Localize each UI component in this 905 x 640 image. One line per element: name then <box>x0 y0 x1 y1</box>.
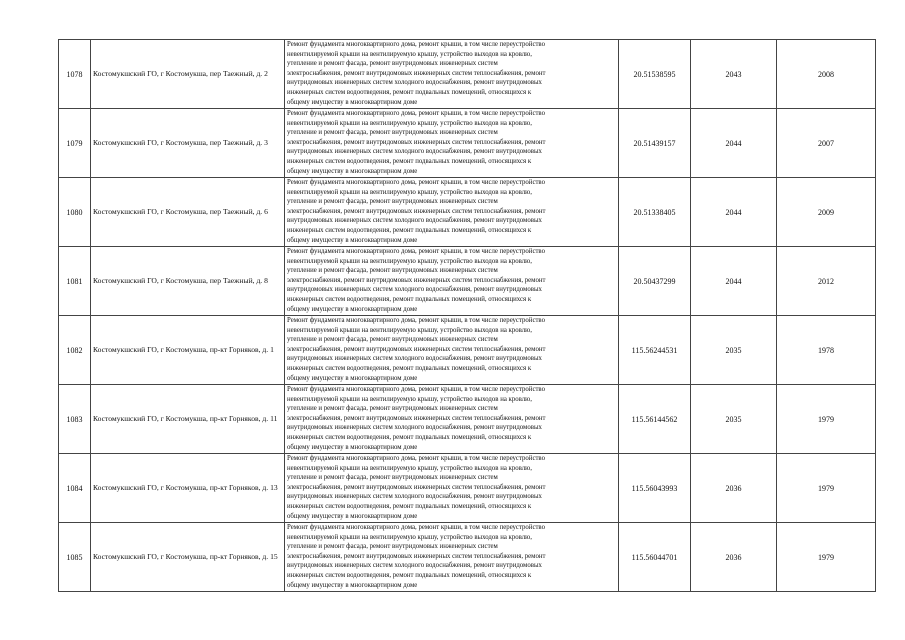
value-cell: 115.56043993 <box>619 454 691 523</box>
row-number: 1083 <box>59 385 91 454</box>
work-description-cell: Ремонт фундамента многоквартирного дома, ремонт крыши, в том числе переустройство невентилируемой крыши на вентилируемую крышу, устройство выходов на кровлю, утепление и ремонт фасада, ремонт внутридомовых инженерных систем электроснабжения, ремонт внутридомовых инженерных систем теплоснабжения, ремонт внутридомовых инженерных систем холодного водоснабжения, ремонт внутридомовых инженерных систем водоотведения, ремонт подвальных помещений, относящихся к общему имуществу в многоквартирном доме <box>285 247 619 316</box>
table-row <box>59 385 876 454</box>
row-number: 1078 <box>59 40 91 109</box>
address-cell: Костомукшский ГО, г Костомукша, пер Таежный, д. 6 <box>91 178 285 247</box>
work-description-cell: Ремонт фундамента многоквартирного дома, ремонт крыши, в том числе переустройство невентилируемой крыши на вентилируемую крышу, устройство выходов на кровлю, утепление и ремонт фасада, ремонт внутридомовых инженерных систем электроснабжения, ремонт внутридомовых инженерных систем теплоснабжения, ремонт внутридомовых инженерных систем холодного водоснабжения, ремонт внутридомовых инженерных систем водоотведения, ремонт подвальных помещений, относящихся к общему имуществу в многоквартирном доме <box>285 385 619 454</box>
address-cell: Костомукшский ГО, г Костомукша, пер Таежный, д. 2 <box>91 40 285 109</box>
year-planned-cell: 2043 <box>691 40 777 109</box>
year-planned-cell: 2044 <box>691 109 777 178</box>
value-cell: 115.56244531 <box>619 316 691 385</box>
row-number: 1079 <box>59 109 91 178</box>
address-cell: Костомукшский ГО, г Костомукша, пер Таежный, д. 8 <box>91 247 285 316</box>
year-built-cell: 1979 <box>777 523 876 592</box>
row-number: 1081 <box>59 247 91 316</box>
year-planned-cell: 2044 <box>691 247 777 316</box>
work-description-cell: Ремонт фундамента многоквартирного дома, ремонт крыши, в том числе переустройство невентилируемой крыши на вентилируемую крышу, устройство выходов на кровлю, утепление и ремонт фасада, ремонт внутридомовых инженерных систем электроснабжения, ремонт внутридомовых инженерных систем теплоснабжения, ремонт внутридомовых инженерных систем холодного водоснабжения, ремонт внутридомовых инженерных систем водоотведения, ремонт подвальных помещений, относящихся к общему имуществу в многоквартирном доме <box>285 178 619 247</box>
row-number: 1084 <box>59 454 91 523</box>
work-description-cell: Ремонт фундамента многоквартирного дома, ремонт крыши, в том числе переустройство невентилируемой крыши на вентилируемую крышу, устройство выходов на кровлю, утепление и ремонт фасада, ремонт внутридомовых инженерных систем электроснабжения, ремонт внутридомовых инженерных систем теплоснабжения, ремонт внутридомовых инженерных систем холодного водоснабжения, ремонт внутридомовых инженерных систем водоотведения, ремонт подвальных помещений, относящихся к общему имуществу в многоквартирном доме <box>285 523 619 592</box>
row-number: 1082 <box>59 316 91 385</box>
address-cell: Костомукшский ГО, г Костомукша, пер Таежный, д. 3 <box>91 109 285 178</box>
year-built-cell: 2007 <box>777 109 876 178</box>
table-row <box>59 247 876 316</box>
year-planned-cell: 2035 <box>691 385 777 454</box>
table-row <box>59 178 876 247</box>
value-cell: 20.51538595 <box>619 40 691 109</box>
housing-repair-table <box>58 39 876 592</box>
value-cell: 20.50437299 <box>619 247 691 316</box>
year-planned-cell: 2044 <box>691 178 777 247</box>
year-built-cell: 1979 <box>777 385 876 454</box>
table-row <box>59 454 876 523</box>
table-row <box>59 316 876 385</box>
address-cell: Костомукшский ГО, г Костомукша, пр-кт Горняков, д. 15 <box>91 523 285 592</box>
value-cell: 20.51439157 <box>619 109 691 178</box>
year-planned-cell: 2036 <box>691 454 777 523</box>
table-row <box>59 523 876 592</box>
year-built-cell: 2008 <box>777 40 876 109</box>
work-description-cell: Ремонт фундамента многоквартирного дома, ремонт крыши, в том числе переустройство невентилируемой крыши на вентилируемую крышу, устройство выходов на кровлю, утепление и ремонт фасада, ремонт внутридомовых инженерных систем электроснабжения, ремонт внутридомовых инженерных систем теплоснабжения, ремонт внутридомовых инженерных систем холодного водоснабжения, ремонт внутридомовых инженерных систем водоотведения, ремонт подвальных помещений, относящихся к общему имуществу в многоквартирном доме <box>285 40 619 109</box>
year-built-cell: 2012 <box>777 247 876 316</box>
table-row <box>59 40 876 109</box>
address-cell: Костомукшский ГО, г Костомукша, пр-кт Горняков, д. 11 <box>91 385 285 454</box>
address-cell: Костомукшский ГО, г Костомукша, пр-кт Горняков, д. 1 <box>91 316 285 385</box>
work-description-cell: Ремонт фундамента многоквартирного дома, ремонт крыши, в том числе переустройство невентилируемой крыши на вентилируемую крышу, устройство выходов на кровлю, утепление и ремонт фасада, ремонт внутридомовых инженерных систем электроснабжения, ремонт внутридомовых инженерных систем теплоснабжения, ремонт внутридомовых инженерных систем холодного водоснабжения, ремонт внутридомовых инженерных систем водоотведения, ремонт подвальных помещений, относящихся к общему имуществу в многоквартирном доме <box>285 316 619 385</box>
value-cell: 115.56044701 <box>619 523 691 592</box>
row-number: 1085 <box>59 523 91 592</box>
value-cell: 20.51338405 <box>619 178 691 247</box>
year-planned-cell: 2035 <box>691 316 777 385</box>
address-cell: Костомукшский ГО, г Костомукша, пр-кт Горняков, д. 13 <box>91 454 285 523</box>
year-built-cell: 1978 <box>777 316 876 385</box>
value-cell: 115.56144562 <box>619 385 691 454</box>
work-description-cell: Ремонт фундамента многоквартирного дома, ремонт крыши, в том числе переустройство невентилируемой крыши на вентилируемую крышу, устройство выходов на кровлю, утепление и ремонт фасада, ремонт внутридомовых инженерных систем электроснабжения, ремонт внутридомовых инженерных систем теплоснабжения, ремонт внутридомовых инженерных систем холодного водоснабжения, ремонт внутридомовых инженерных систем водоотведения, ремонт подвальных помещений, относящихся к общему имуществу в многоквартирном доме <box>285 109 619 178</box>
table-row <box>59 109 876 178</box>
work-description-cell: Ремонт фундамента многоквартирного дома, ремонт крыши, в том числе переустройство невентилируемой крыши на вентилируемую крышу, устройство выходов на кровлю, утепление и ремонт фасада, ремонт внутридомовых инженерных систем электроснабжения, ремонт внутридомовых инженерных систем теплоснабжения, ремонт внутридомовых инженерных систем холодного водоснабжения, ремонт внутридомовых инженерных систем водоотведения, ремонт подвальных помещений, относящихся к общему имуществу в многоквартирном доме <box>285 454 619 523</box>
year-planned-cell: 2036 <box>691 523 777 592</box>
year-built-cell: 2009 <box>777 178 876 247</box>
table-body <box>59 40 876 592</box>
row-number: 1080 <box>59 178 91 247</box>
year-built-cell: 1979 <box>777 454 876 523</box>
